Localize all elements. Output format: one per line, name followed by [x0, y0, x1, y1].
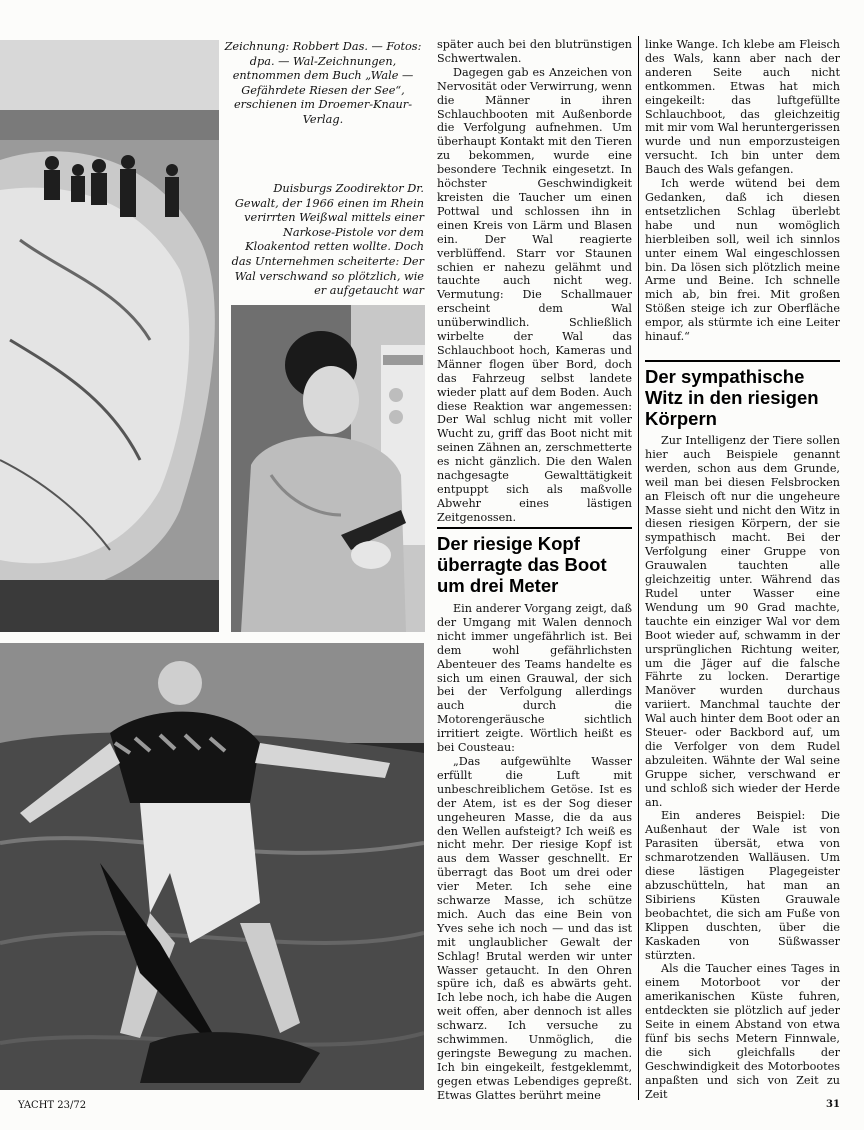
paragraph: Als die Taucher eines Tages in einem Motorboot vor der amerikanischen Küste fuhren, entdeckten sie plötzlich auf jeder Seite in einem Abstand von etwa fünf bis sechs Metern Finnwale, die sich gleichfalls der Geschwindigkeit des Motorbootes anpaßten und sich von Zeit zu Zeit: [645, 962, 840, 1101]
footer-left: YACHT 23/72: [18, 1100, 87, 1111]
heading-text: Der riesige Kopf überragte das Boot um drei Meter: [437, 533, 607, 596]
paragraph: Ein anderes Beispiel: Die Außenhaut der Wale ist von Parasiten übersät, etwa von schmarotzenden Walläusen. Um diese lästigen Plagegeister abzuschütteln, hat man an Sibiriens Küsten Grauwale beobachtet, die sich am Fuße von Klippen duschten, über die Kaskaden von Süßwasser stürzten.: [645, 809, 840, 962]
credits-text: Zeichnung: Robbert Das. — Fotos: dpa. — Wal-Zeichnungen, entnommen dem Buch „Wale — Gefährdete Riesen der See“, erschienen im Droemer-Knaur-Verlag.: [224, 40, 422, 126]
paragraph: Zur Intelligenz der Tiere sollen hier auch Beispiele genannt werden, schon aus dem Grunde, weil man bei diesen Felsbrocken an Fleisch oft nur die ungeheure Masse sieht und nicht den Witz in diesen riesigen Körpern, der sie sympathisch macht. Bei der Verfolgung einer Gruppe von Grauwalen tauchten alle gleichzeitig unter. Während das Rudel unter Wasser eine Wendung um 90 Grad machte, tauchte ein einziger Wal vor dem Boot wieder auf, schwamm in der ursprünglichen Richtung weiter, um die Jäger auf die falsche Fährte zu locken. Derartige Manöver wurden durchaus variiert. Manchmal tauchte der Wal auch hinter dem Boot oder an Steuer- oder Backbord auf, um die Verfolger von dem Rudel abzuleiten. Wähnte der Wal seine Gruppe sicher, verschwand er und schloß sich wieder der Herde an.: [645, 434, 840, 809]
footer-magazine: [18, 1100, 86, 1111]
paragraph: Ich werde wütend bei dem Gedanken, daß ich diesen entsetzlichen Schlag überlebt habe und nun womöglich hierbleiben soll, weil ich sinnlos unter einem Wal eingeschlossen bin. Da lösen sich plötzlich meine Arme und Beine. Ich schnelle mich ab, bin frei. Mit großen Stößen steige ich zur Oberfläche empor, als stürmte ich eine Leiter hinauf.“: [645, 177, 840, 344]
photo-zoo-director: [231, 305, 425, 632]
caption-text: Duisburgs Zoodirektor Dr. Gewalt, der 1966 einen im Rhein verirrten Weißwal mittels einer Narkose-Pistole vor dem Kloakentod retten wollte. Doch das Unternehmen scheiterte: Der Wal verschwand so plötzlich, wie er aufgetaucht war: [231, 182, 424, 298]
footer-page-number: [826, 1099, 840, 1110]
photo-credits: [222, 40, 424, 128]
paragraph: Ein anderer Vorgang zeigt, daß der Umgang mit Walen dennoch nicht immer ungefährlich ist. Bei dem wohl gefährlichsten Abenteuer des Teams handelte es sich um einen Grauwal, der sich bei der Verfolgung allerdings auch durch die Motorengeräusche sichtlich irritiert zeigte. Wörtlich heißt es bei Cousteau:: [437, 602, 632, 755]
column-middle-bottom: [437, 602, 632, 1103]
column-middle-top: [437, 38, 632, 525]
heading-text: Der sympathische Witz in den riesigen Körpern: [645, 366, 819, 429]
paragraph: Dagegen gab es Anzeichen von Nervosität oder Verwirrung, wenn die Männer in ihren Schlauchbooten mit Außenborde die Verfolgung aufnehmen. Um überhaupt Kontakt mit den Tieren zu bekommen, wurde eine besondere Technik eingesetzt. In höchster Geschwindigkeit kreisten die Taucher um einen Pottwal und schlossen ihn in einen Kreis von Lärm und Blasen ein. Der Wal reagierte verblüffend. Starr vor Staunen schien er nahezu gelähmt und tauchte auch nicht weg. Vermutung: Die Schallmauer erscheint dem Wal unüberwindlich. Schließlich wirbelte der Wal das Schlauchboot hoch, Kameras und Männer flogen über Bord, doch das Fahrzeug selbst landete wieder platt auf dem Boden. Auch diese Reaktion war angemessen: Der Wal schlug nicht mit voller Wucht zu, griff das Boot nicht mit seinen Zähnen an, zerschmetterte es nicht gänzlich. Die den Walen nachgesagte Gewalttätigkeit entpuppt sich als maßvolle Abwehr eines lästigen Zeitgenossen.: [437, 65, 632, 524]
section-heading-2: [645, 360, 840, 429]
paragraph: „Das aufgewühlte Wasser erfüllt die Luft mit unbeschreiblichem Getöse. Ist es der Atem, ist es der Sog dieser ungeheuren Masse, die da aus den Wellen aufsteigt? Ich weiß es nicht mehr. Der riesige Kopf ist aus dem Wasser geschnellt. Er überragt das Boot um drei oder vier Meter. Ich sehe eine schwarze Masse, ich schütze mich. Auch das eine Bein von Yves sehe ich noch — und das ist mit unglaublicher Gewalt der Schlag! Brutal werden wir unter Wasser getaucht. In den Ohren spüre ich, daß es abwärts geht. Ich lebe noch, ich habe die Augen weit offen, aber dennoch ist alles schwarz. Ich versuche zu schwimmen. Unmöglich, die geringste Bewegung zu machen. Ich bin eingekeilt, festgeklemmt, gegen etwas Lebendiges gepreßt. Etwas Glattes berührt meine: [437, 754, 632, 1102]
column-right-bottom: [645, 434, 840, 1102]
paragraph: linke Wange. Ich klebe am Fleisch des Wals, kann aber nach der anderen Seite auch nicht entkommen. Etwas hat mich eingekeilt: das luftgefüllte Schlauchboot, das gleichzeitig mit mir vom Wal heruntergerissen wurde und nun emporzusteigen versucht. Ich bin unter dem Bauch des Wals gefangen.: [645, 38, 840, 177]
section-heading-1: [437, 527, 632, 596]
photo-caption: [230, 182, 424, 299]
column-divider: [638, 36, 639, 1100]
photo-man-on-whale: [0, 643, 424, 1090]
page-number: 31: [826, 1099, 840, 1110]
column-right-top: [645, 38, 840, 344]
paragraph: später auch bei den blutrünstigen Schwertwalen.: [437, 38, 632, 65]
photo-beached-whale: [0, 40, 219, 632]
